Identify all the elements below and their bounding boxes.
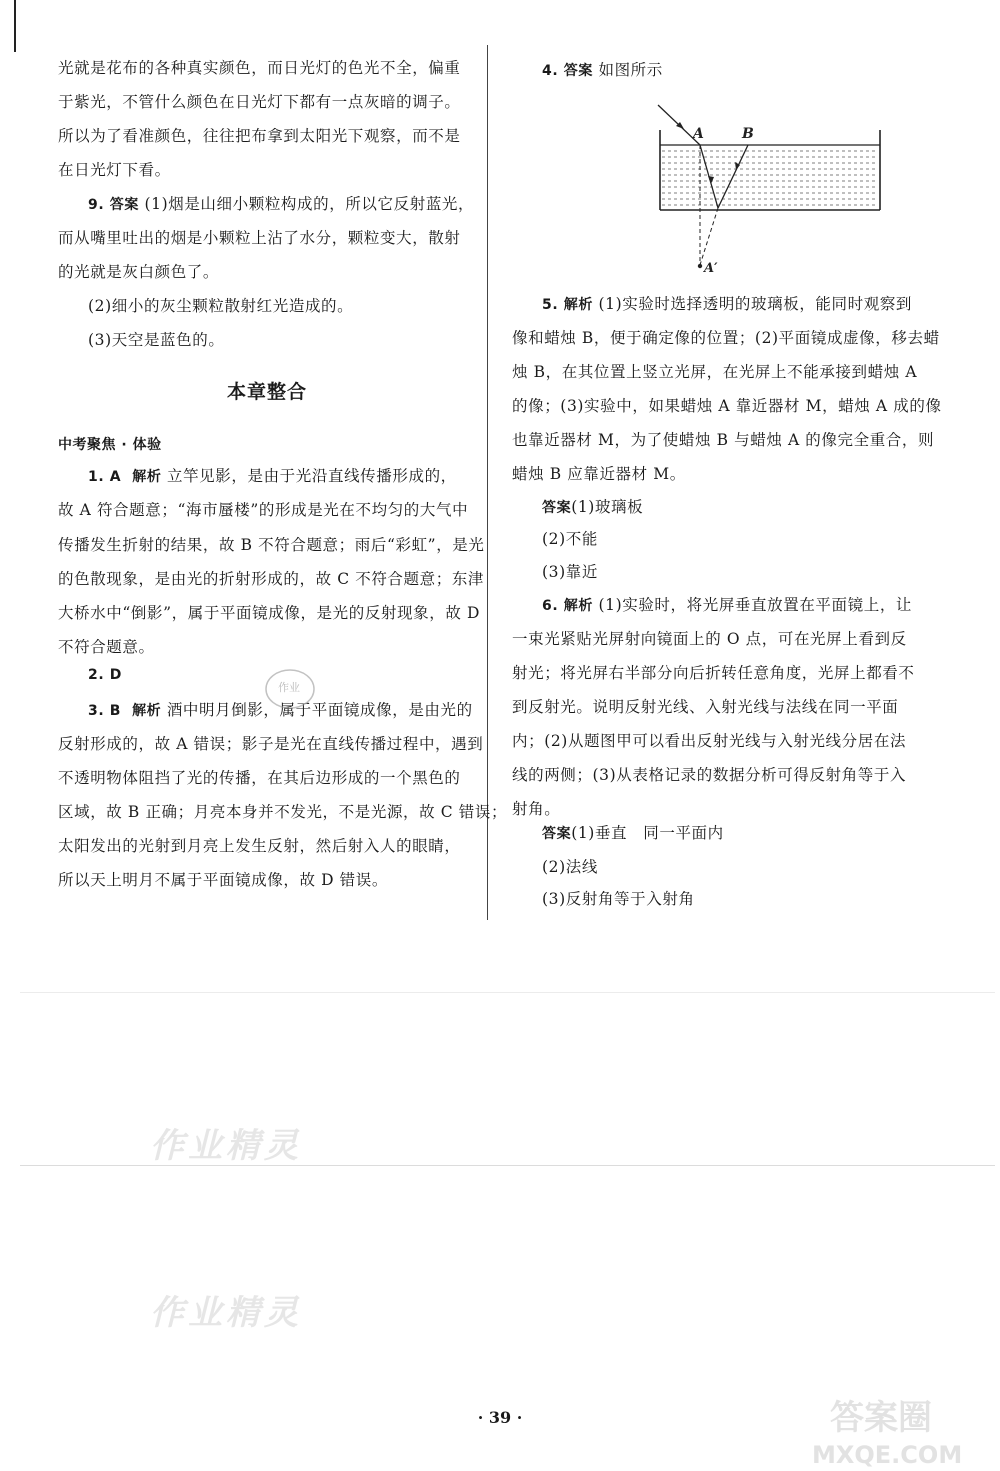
analysis-text: (1)实验时，将光屏垂直放置在平面镜上，让 (598, 596, 913, 614)
text-line: 烛 B，在其位置上竖立光屏，在光屏上不能承接到蜡烛 A (512, 363, 918, 381)
column-divider (487, 45, 488, 920)
corner-watermark-logo (800, 1389, 1000, 1471)
question-number: 4. 答案 (542, 63, 593, 79)
text-line: 太阳发出的光射到月亮上发生反射，然后射入人的眼睛， (58, 837, 461, 855)
text-line: 蜡烛 B 应靠近器材 M。 (512, 465, 686, 483)
text-line: 的像；(3)实验中，如果蜡烛 A 靠近器材 M，蜡烛 A 成的像 (512, 397, 942, 415)
question-number: 9. 答案 (88, 197, 139, 213)
analysis-text: (1)实验时选择透明的玻璃板，能同时观察到 (598, 295, 913, 313)
svg-text:作业: 作业 (278, 681, 300, 694)
text-line: 的光就是灰白颜色了。 (58, 263, 220, 281)
text-line: 大桥水中“倒影”，属于平面镜成像，是光的反射现象，故 D (58, 604, 481, 622)
page-number: · 39 · (477, 1408, 523, 1427)
label-a: A (693, 126, 704, 142)
question-4 (542, 60, 663, 81)
ink-stamp-logo (263, 666, 317, 712)
watermark-text: 作业精灵 (150, 1126, 302, 1166)
water-hatching (662, 151, 878, 205)
section-title: 中考聚焦 · 体验 (58, 437, 162, 453)
refracted-arrow (708, 176, 714, 184)
text-line: 所以为了看准颜色，往往把布拿到太阳光下观察，而不是 (58, 127, 461, 145)
svg-text:答案圈: 答案圈 (830, 1398, 932, 1438)
question-number: 5. 解析 (542, 297, 593, 313)
answer-text: (1)烟是山细小颗粒构成的，所以它反射蓝光， (144, 195, 475, 213)
scan-line (20, 992, 995, 993)
text-line: 不符合题意。 (58, 638, 155, 656)
answer-5-3: (3)靠近 (542, 563, 598, 581)
label-a-prime: A′ (704, 261, 718, 275)
question-5 (542, 294, 912, 315)
question-9 (88, 194, 474, 215)
question-number: 1. A (88, 469, 122, 485)
label-b: B (742, 126, 754, 142)
answer-tag: 答案 (542, 500, 572, 516)
text-line: 线的两侧；(3)从表格记录的数据分析可得反射角等于入 (512, 766, 907, 784)
text-line: 而从嘴里吐出的烟是小颗粒上沾了水分，颗粒变大，散射 (58, 229, 461, 247)
answer-5-1 (542, 497, 643, 518)
watermark-text: 作业精灵 (150, 1293, 302, 1333)
text-line: 不透明物体阻挡了光的传播，在其后边形成的一个黑色的 (58, 769, 461, 787)
text-line: 一束光紧贴光屏射向镜面上的 O 点，可在光屏上看到反 (512, 630, 907, 648)
answer-6-3: (3)反射角等于入射角 (542, 890, 695, 908)
analysis-tag: 解析 (132, 703, 162, 719)
answer-text: (1)玻璃板 (571, 498, 644, 516)
svg-text:MXQE.COM: MXQE.COM (812, 1441, 963, 1469)
question-number: 3. B (88, 703, 122, 719)
analysis-tag: 解析 (132, 469, 162, 485)
reflected-ray (718, 145, 748, 208)
refraction-figure (650, 100, 890, 275)
text-line: 内；(2)从题图甲可以看出反射光线与入射光线分居在法 (512, 732, 907, 750)
text-line: 光就是花布的各种真实颜色，而日光灯的色光不全，偏重 (58, 59, 461, 77)
text-line: 区域，故 B 正确；月亮本身并不发光，不是光源，故 C 错误； (58, 803, 508, 821)
text-line: 反射形成的，故 A 错误；影子是光在直线传播过程中，遇到 (58, 735, 484, 753)
answer-6-1 (542, 823, 724, 844)
text-line: 在日光灯下看。 (58, 161, 171, 179)
text-line: 于紫光，不管什么颜色在日光灯下都有一点灰暗的调子。 (58, 93, 461, 111)
answer-tag: 答案 (542, 826, 572, 842)
question-number: 6. 解析 (542, 598, 593, 614)
text-line: 像和蜡烛 B，便于确定像的位置；(2)平面镜成虚像，移去蜡 (512, 329, 940, 347)
chapter-title: 本章整合 (226, 381, 307, 403)
analysis-text: 酒中明月倒影，属于平面镜成像，是由光的 (166, 701, 473, 719)
image-point (698, 264, 702, 268)
text-line: 射角。 (512, 800, 561, 818)
answer-5-2: (2)不能 (542, 530, 598, 548)
question-6 (542, 595, 912, 616)
analysis-text: 立竿见影，是由于光沿直线传播形成的， (166, 467, 457, 485)
text-line: 也靠近器材 M，为了使蜡烛 B 与蜡烛 A 的像完全重合，则 (512, 431, 935, 449)
answer-text: (1)垂直 同一平面内 (571, 824, 724, 842)
question-2: 2. D (88, 667, 122, 683)
answer-6-2: (2)法线 (542, 858, 598, 876)
text-line: 到反射光。说明反射光线、入射光线与法线在同一平面 (512, 698, 899, 716)
question-1 (88, 466, 457, 487)
text-line: 传播发生折射的结果，故 B 不符合题意；雨后“彩虹”，是光 (58, 536, 485, 554)
text-line: (2)细小的灰尘颗粒散射红光造成的。 (88, 297, 354, 315)
text-line: 射光；将光屏右半部分向后折转任意角度，光屏上都看不 (512, 664, 915, 682)
text-line: 所以天上明月不属于平面镜成像，故 D 错误。 (58, 871, 388, 889)
text-line: 故 A 符合题意；“海市蜃楼”的形成是光在不均匀的大气中 (58, 501, 469, 519)
text-line: (3)天空是蓝色的。 (88, 331, 225, 349)
page-edge-mark (14, 0, 16, 52)
image-extension-dashed (700, 208, 718, 265)
text-line: 的色散现象，是由光的折射形成的，故 C 不符合题意；东津 (58, 570, 485, 588)
answer-text: 如图所示 (598, 61, 663, 79)
